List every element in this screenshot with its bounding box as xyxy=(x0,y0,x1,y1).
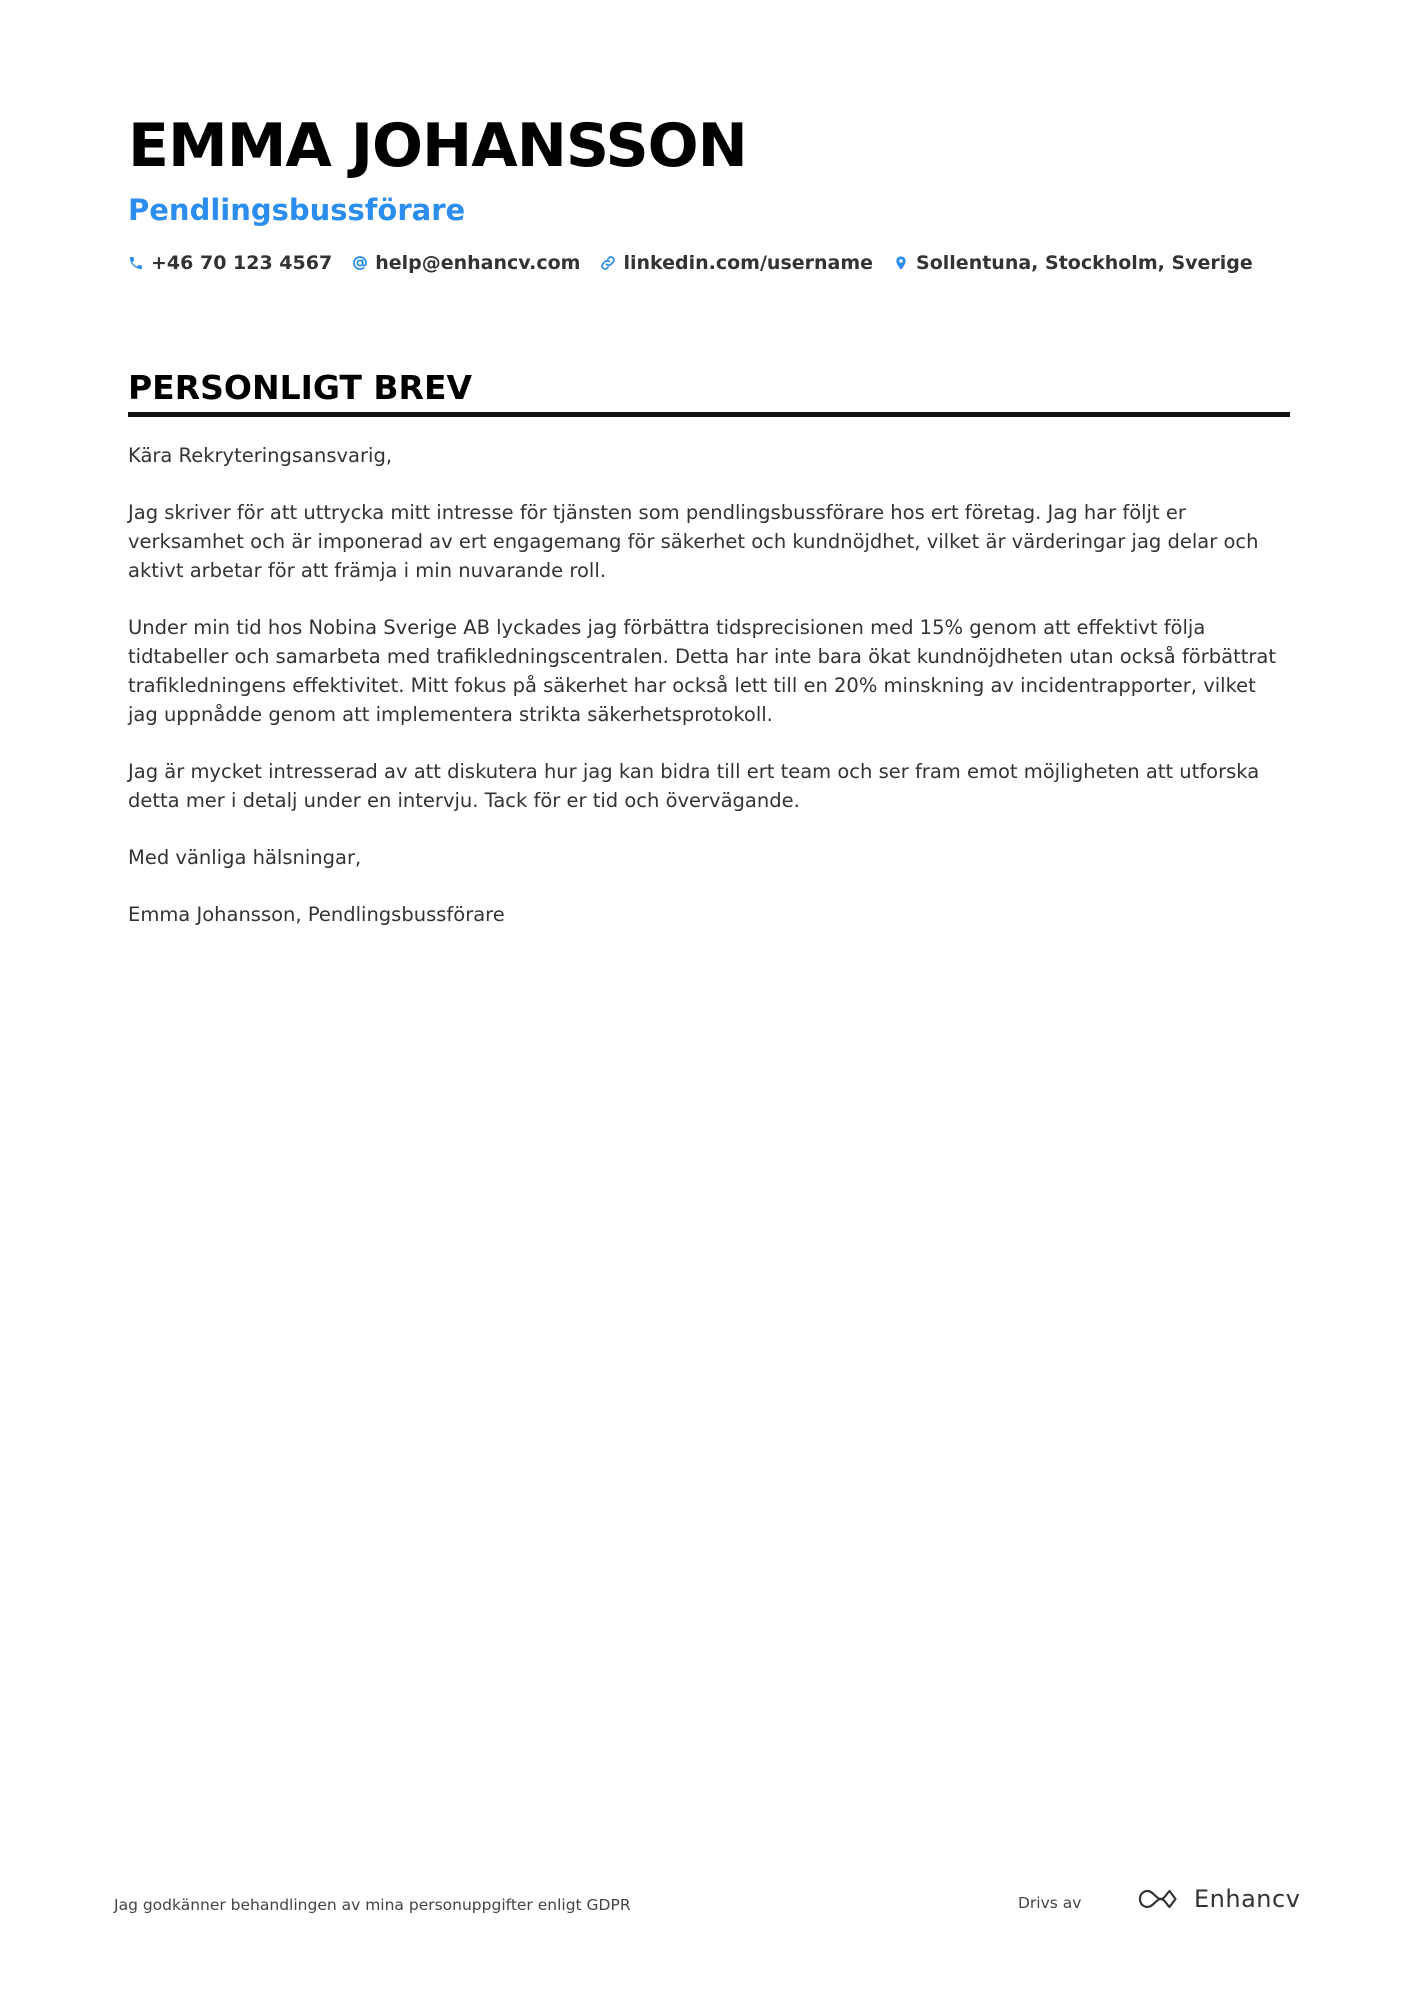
letter-greeting: Kära Rekryteringsansvarig, xyxy=(128,444,393,467)
header xyxy=(128,108,1288,274)
contact-phone xyxy=(128,252,332,274)
brand-name: Enhancv xyxy=(1194,1885,1301,1913)
letter-paragraph: Jag är mycket intresserad av att diskutera hur jag kan bidra till ert team och ser fram emot möjligheten att utforska detta mer i detalj under en intervju. Tack för er tid och övervägande. xyxy=(128,760,1260,812)
brand-logo[interactable] xyxy=(1136,1884,1300,1914)
powered-by-label: Drivs av xyxy=(1018,1894,1082,1912)
letter-closing: Med vänliga hälsningar, xyxy=(128,846,362,869)
letter-paragraph: Jag skriver för att uttrycka mitt intresse för tjänsten som pendlingsbussförare hos ert företag. Jag har följt er verksamhet och är imponerad av ert engagemang för säkerhet och kundnöjdhet, vilket är värderingar jag delar och aktivt arbetar för att främja i min nuvarande roll. xyxy=(128,501,1259,582)
contact-email xyxy=(352,252,580,274)
linkedin-text: linkedin.com/username xyxy=(623,252,874,274)
contact-list xyxy=(128,252,1288,274)
location-text: Sollentuna, Stockholm, Sverige xyxy=(916,252,1253,274)
phone-text: +46 70 123 4567 xyxy=(151,252,333,274)
section-title: PERSONLIGT BREV xyxy=(128,368,473,407)
letter-body xyxy=(128,441,1290,929)
contact-location xyxy=(893,252,1253,274)
link-icon xyxy=(600,255,616,271)
job-title: Pendlingsbussförare xyxy=(128,193,466,227)
cover-letter-section xyxy=(128,366,1290,957)
email-text: help@enhancv.com xyxy=(375,252,581,274)
letter-signature: Emma Johansson, Pendlingsbussförare xyxy=(128,903,505,926)
contact-linkedin xyxy=(600,252,873,274)
at-icon xyxy=(352,255,368,271)
enhancv-logo-icon xyxy=(1136,1884,1184,1914)
footer xyxy=(0,1880,1410,1940)
location-pin-icon xyxy=(893,255,909,271)
applicant-name: EMMA JOHANSSON xyxy=(128,111,747,181)
section-divider xyxy=(128,412,1290,417)
letter-paragraph: Under min tid hos Nobina Sverige AB lyckades jag förbättra tidsprecisionen med 15% genom att effektivt följa tidtabeller och samarbeta med trafikledningscentralen. Detta har inte bara ökat kundnöjdheten utan också förbättrat trafikledningens effektivitet. Mitt fokus på säkerhet har också lett till en 20% minskning av incidentrapporter, vilket jag uppnådde genom att implementera strikta säkerhetsprotokoll. xyxy=(128,616,1276,726)
phone-icon xyxy=(128,255,144,271)
gdpr-consent-text: Jag godkänner behandlingen av mina personuppgifter enligt GDPR xyxy=(114,1896,631,1914)
